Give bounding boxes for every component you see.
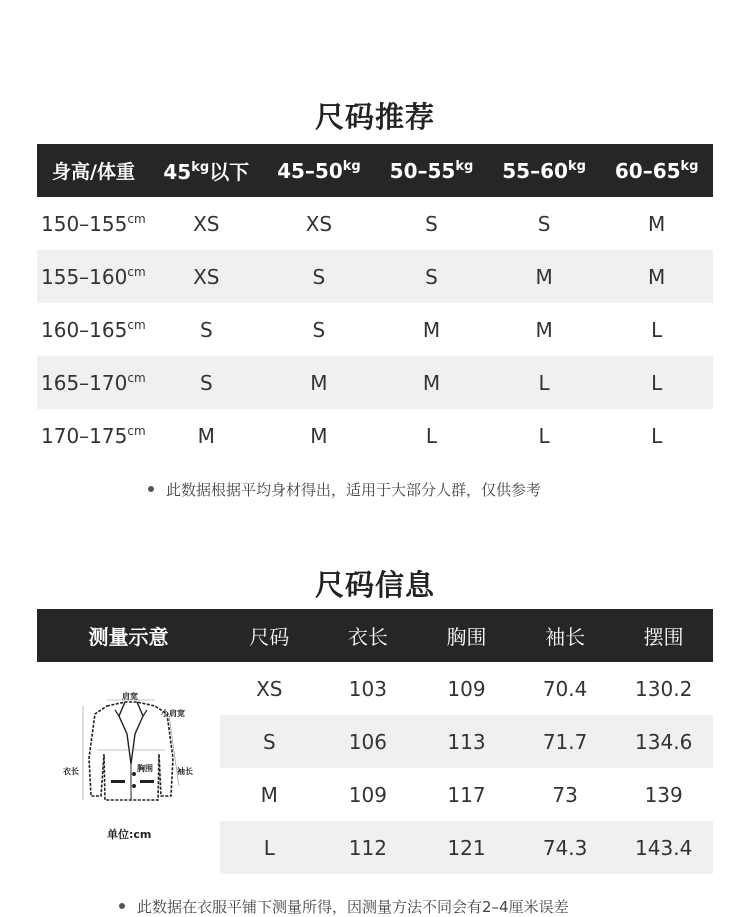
size-cell: L: [651, 423, 663, 448]
label-sleeve: 袖长: [177, 767, 193, 776]
table-header: [37, 144, 713, 197]
size-cell: XS: [305, 211, 333, 236]
size-cell: M: [422, 370, 441, 395]
size-cell: L: [651, 317, 663, 342]
size-cell: S: [262, 729, 276, 754]
table-row: [37, 197, 713, 250]
length-cell: 112: [348, 835, 387, 860]
label-unit: 单位:cm: [107, 828, 152, 841]
size-cell: M: [535, 264, 553, 289]
length-cell: 109: [348, 782, 387, 807]
size-recommend-table: [37, 144, 713, 462]
header-weight: $45^{kg}$以下: [163, 160, 250, 184]
size-cell: M: [310, 370, 328, 395]
header-weight: $45-50^{kg}$: [277, 158, 361, 183]
table-row: [37, 250, 713, 303]
height-cell: $170-175^{cm}$: [41, 423, 146, 448]
table-row: [37, 409, 713, 462]
chest-cell: 113: [447, 729, 486, 754]
table-row: [37, 356, 713, 409]
size-info-header: [37, 609, 713, 662]
jacket-measurement-diagram: [55, 688, 205, 848]
header-size: 尺码: [249, 625, 290, 649]
size-cell: S: [199, 370, 213, 395]
table-row: [220, 768, 713, 821]
header-weight: $55-60^{kg}$: [502, 158, 586, 183]
size-cell: M: [260, 782, 278, 807]
size-cell: S: [425, 264, 438, 289]
hem-cell: 134.6: [635, 729, 693, 754]
size-cell: L: [263, 835, 275, 860]
hem-cell: 130.2: [635, 676, 693, 701]
size-info-title: 尺码信息: [314, 568, 435, 602]
chest-cell: 109: [447, 676, 486, 701]
size-cell: L: [538, 423, 550, 448]
hem-cell: 143.4: [635, 835, 693, 860]
header-diagram: 测量示意: [88, 625, 169, 649]
size-cell: XS: [256, 676, 283, 701]
table-row: [220, 715, 713, 768]
label-shoulder: 肩宽: [122, 692, 138, 701]
size-cell: M: [310, 423, 328, 448]
size-cell: M: [197, 423, 215, 448]
label-chest: 胸围: [137, 764, 153, 773]
header-chest: 胸围: [446, 625, 487, 649]
table-row: [220, 662, 713, 715]
size-cell: S: [199, 317, 213, 342]
header-weight: $60-65^{kg}$: [614, 158, 699, 183]
size-cell: M: [535, 317, 553, 342]
label-length: 衣长: [63, 767, 79, 776]
height-cell: $155-160^{cm}$: [41, 264, 146, 289]
sleeve-cell: 71.7: [542, 729, 588, 754]
height-cell: $165-170^{cm}$: [41, 370, 146, 395]
size-cell: M: [648, 264, 666, 289]
sleeve-cell: 74.3: [542, 835, 588, 860]
size-cell: L: [538, 370, 550, 395]
size-cell: S: [312, 317, 326, 342]
size-cell: S: [425, 211, 438, 236]
size-info-note: 此数据在衣服平铺下测量所得，因测量方法不同会有2–4厘米误差: [119, 896, 569, 917]
header-height-weight: 身高/体重: [52, 161, 135, 183]
height-cell: $150-155^{cm}$: [41, 211, 146, 236]
header-length: 衣长: [347, 625, 388, 649]
size-cell: S: [312, 264, 326, 289]
recommend-note: 此数据根据平均身材得出，适用于大部分人群，仅供参考: [148, 479, 541, 500]
size-cell: L: [425, 423, 438, 448]
size-cell: XS: [193, 211, 220, 236]
chest-cell: 117: [447, 782, 486, 807]
header-sleeve: 袖长: [545, 625, 586, 649]
length-cell: 106: [348, 729, 387, 754]
size-cell: M: [648, 211, 666, 236]
size-cell: S: [537, 211, 551, 236]
header-weight: $50-55^{kg}$: [389, 158, 474, 183]
size-cell: L: [651, 370, 663, 395]
height-cell: $160-165^{cm}$: [41, 317, 146, 342]
sleeve-cell: 73: [552, 782, 578, 807]
size-recommend-title: 尺码推荐: [314, 100, 435, 134]
length-cell: 103: [348, 676, 387, 701]
hem-cell: 139: [644, 782, 683, 807]
bullet-dot-icon: [119, 903, 125, 909]
bullet-dot-icon: [148, 486, 154, 492]
table-row: [37, 303, 713, 356]
sleeve-cell: 70.4: [542, 676, 588, 701]
size-info-table: [220, 662, 713, 874]
size-cell: XS: [193, 264, 220, 289]
header-hem: 摆围: [643, 625, 684, 649]
table-row: [220, 821, 713, 874]
chest-cell: 121: [447, 835, 486, 860]
label-small-shoulder: 小肩宽: [161, 709, 185, 718]
size-cell: M: [422, 317, 441, 342]
